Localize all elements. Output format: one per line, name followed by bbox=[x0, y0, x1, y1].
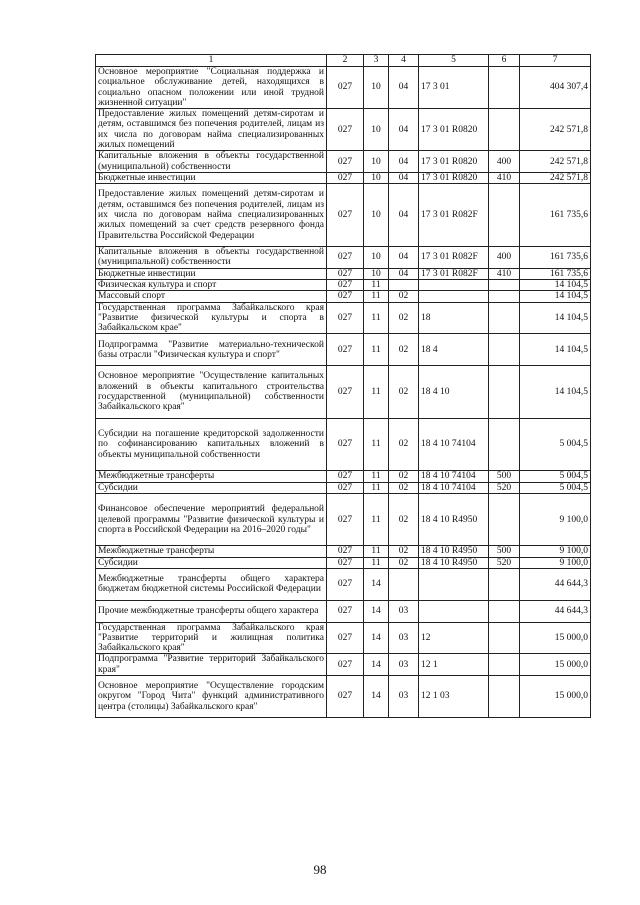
code-subsection-cell: 04 bbox=[389, 67, 419, 109]
code-subsection-cell: 03 bbox=[389, 622, 419, 654]
amount-cell: 15 000,0 bbox=[520, 675, 591, 717]
header-cell: 6 bbox=[489, 55, 520, 67]
code-expense-type-cell bbox=[489, 279, 520, 290]
item-name-cell: Межбюджетные трансферты bbox=[96, 546, 327, 557]
code-admin-cell: 027 bbox=[327, 67, 364, 109]
header-cell: 4 bbox=[389, 55, 419, 67]
code-section-cell: 10 bbox=[364, 172, 389, 183]
table-row bbox=[96, 109, 591, 151]
code-section-cell: 10 bbox=[364, 67, 389, 109]
code-admin-cell: 027 bbox=[327, 247, 364, 269]
item-name-cell: Основное мероприятие "Осуществление капитальных вложений в объекты капитального строительства государственной (муниципальной) собственности Забайкальского края" bbox=[96, 366, 327, 419]
amount-cell: 15 000,0 bbox=[520, 622, 591, 654]
code-expense-type-cell bbox=[489, 67, 520, 109]
code-expense-type-cell bbox=[489, 622, 520, 654]
code-target-cell bbox=[419, 279, 489, 290]
code-section-cell: 14 bbox=[364, 675, 389, 717]
code-admin-cell: 027 bbox=[327, 279, 364, 290]
code-target-cell: 18 4 10 74104 bbox=[419, 482, 489, 493]
code-subsection-cell: 02 bbox=[389, 482, 419, 493]
item-name-cell: Предоставление жилых помещений детям-сиротам и детям, оставшимся без попечения родителей, лицам из их числа по договорам найма специализированных жилых помещений bbox=[96, 109, 327, 151]
item-name-cell: Физическая культура и спорт bbox=[96, 279, 327, 290]
code-target-cell: 18 4 10 R4950 bbox=[419, 557, 489, 568]
code-admin-cell: 027 bbox=[327, 557, 364, 568]
code-admin-cell: 027 bbox=[327, 109, 364, 151]
code-expense-type-cell bbox=[489, 334, 520, 366]
code-section-cell: 14 bbox=[364, 600, 389, 622]
code-subsection-cell: 02 bbox=[389, 366, 419, 419]
code-admin-cell: 027 bbox=[327, 600, 364, 622]
amount-cell: 161 735,6 bbox=[520, 184, 591, 247]
code-target-cell: 18 4 10 74104 bbox=[419, 471, 489, 482]
table-row bbox=[96, 557, 591, 568]
code-section-cell: 11 bbox=[364, 302, 389, 334]
code-admin-cell: 027 bbox=[327, 493, 364, 546]
item-name-cell: Основное мероприятие "Осуществление городским округом "Город Чита" функций административного центра (столицы) Забайкальского края" bbox=[96, 675, 327, 717]
code-expense-type-cell: 520 bbox=[489, 557, 520, 568]
code-section-cell: 11 bbox=[364, 279, 389, 290]
table-row bbox=[96, 622, 591, 654]
code-target-cell: 18 4 10 74104 bbox=[419, 418, 489, 471]
code-admin-cell: 027 bbox=[327, 172, 364, 183]
code-section-cell: 11 bbox=[364, 291, 389, 302]
table-row bbox=[96, 268, 591, 279]
table-body bbox=[96, 67, 591, 718]
code-target-cell: 12 bbox=[419, 622, 489, 654]
code-target-cell: 12 1 03 bbox=[419, 675, 489, 717]
item-name-cell: Государственная программа Забайкальского края "Развитие физической культуры и спорта в Забайкальском крае" bbox=[96, 302, 327, 334]
code-subsection-cell: 02 bbox=[389, 546, 419, 557]
code-section-cell: 11 bbox=[364, 334, 389, 366]
code-subsection-cell bbox=[389, 279, 419, 290]
table-row bbox=[96, 546, 591, 557]
code-admin-cell: 027 bbox=[327, 418, 364, 471]
code-subsection-cell: 02 bbox=[389, 334, 419, 366]
code-section-cell: 14 bbox=[364, 622, 389, 654]
table-row bbox=[96, 172, 591, 183]
header-cell: 1 bbox=[96, 55, 327, 67]
table-row bbox=[96, 67, 591, 109]
code-expense-type-cell: 500 bbox=[489, 546, 520, 557]
amount-cell: 5 004,5 bbox=[520, 482, 591, 493]
code-expense-type-cell: 410 bbox=[489, 172, 520, 183]
header-cell: 2 bbox=[327, 55, 364, 67]
code-admin-cell: 027 bbox=[327, 482, 364, 493]
code-subsection-cell: 03 bbox=[389, 675, 419, 717]
code-section-cell: 11 bbox=[364, 482, 389, 493]
header-cell: 5 bbox=[419, 55, 489, 67]
code-expense-type-cell bbox=[489, 675, 520, 717]
code-section-cell: 11 bbox=[364, 471, 389, 482]
item-name-cell: Субсидии bbox=[96, 482, 327, 493]
code-subsection-cell: 02 bbox=[389, 557, 419, 568]
code-target-cell: 17 3 01 R0820 bbox=[419, 172, 489, 183]
code-admin-cell: 027 bbox=[327, 471, 364, 482]
code-section-cell: 11 bbox=[364, 418, 389, 471]
table-row bbox=[96, 493, 591, 546]
code-target-cell bbox=[419, 569, 489, 601]
table-row bbox=[96, 279, 591, 290]
table-row bbox=[96, 471, 591, 482]
code-subsection-cell: 02 bbox=[389, 418, 419, 471]
table-row bbox=[96, 482, 591, 493]
code-admin-cell: 027 bbox=[327, 334, 364, 366]
code-admin-cell: 027 bbox=[327, 184, 364, 247]
budget-table bbox=[95, 54, 591, 718]
code-target-cell: 17 3 01 R082F bbox=[419, 184, 489, 247]
code-expense-type-cell bbox=[489, 302, 520, 334]
amount-cell: 161 735,6 bbox=[520, 247, 591, 269]
code-subsection-cell: 04 bbox=[389, 247, 419, 269]
code-subsection-cell: 02 bbox=[389, 493, 419, 546]
code-section-cell: 11 bbox=[364, 366, 389, 419]
code-admin-cell: 027 bbox=[327, 302, 364, 334]
amount-cell: 14 104,5 bbox=[520, 291, 591, 302]
code-subsection-cell bbox=[389, 569, 419, 601]
header-cell: 3 bbox=[364, 55, 389, 67]
code-target-cell: 18 4 10 R4950 bbox=[419, 546, 489, 557]
item-name-cell: Основное мероприятие "Социальная поддержка и социальное обслуживание детей, находящихся в социально опасном положении или иной трудной жизненной ситуации" bbox=[96, 67, 327, 109]
code-subsection-cell: 02 bbox=[389, 471, 419, 482]
code-expense-type-cell bbox=[489, 493, 520, 546]
code-admin-cell: 027 bbox=[327, 654, 364, 676]
amount-cell: 14 104,5 bbox=[520, 279, 591, 290]
item-name-cell: Массовый спорт bbox=[96, 291, 327, 302]
table-row bbox=[96, 600, 591, 622]
code-subsection-cell: 04 bbox=[389, 172, 419, 183]
code-expense-type-cell bbox=[489, 569, 520, 601]
code-subsection-cell: 04 bbox=[389, 109, 419, 151]
table-row bbox=[96, 291, 591, 302]
code-target-cell: 17 3 01 R082F bbox=[419, 247, 489, 269]
code-section-cell: 10 bbox=[364, 184, 389, 247]
code-admin-cell: 027 bbox=[327, 569, 364, 601]
code-admin-cell: 027 bbox=[327, 546, 364, 557]
item-name-cell: Финансовое обеспечение мероприятий федеральной целевой программы "Развитие физической культуры и спорта в Российской Федерации на 2016–2020 годы" bbox=[96, 493, 327, 546]
amount-cell: 44 644,3 bbox=[520, 600, 591, 622]
code-expense-type-cell: 400 bbox=[489, 247, 520, 269]
code-admin-cell: 027 bbox=[327, 151, 364, 173]
code-expense-type-cell bbox=[489, 184, 520, 247]
code-subsection-cell: 02 bbox=[389, 291, 419, 302]
code-admin-cell: 027 bbox=[327, 366, 364, 419]
amount-cell: 404 307,4 bbox=[520, 67, 591, 109]
table-row bbox=[96, 654, 591, 676]
code-admin-cell: 027 bbox=[327, 291, 364, 302]
code-expense-type-cell: 410 bbox=[489, 268, 520, 279]
code-section-cell: 10 bbox=[364, 247, 389, 269]
code-subsection-cell: 04 bbox=[389, 268, 419, 279]
code-section-cell: 14 bbox=[364, 654, 389, 676]
item-name-cell: Подпрограмма "Развитие территорий Забайкальского края" bbox=[96, 654, 327, 676]
code-subsection-cell: 04 bbox=[389, 151, 419, 173]
code-subsection-cell: 02 bbox=[389, 302, 419, 334]
item-name-cell: Межбюджетные трансферты общего характера бюджетам бюджетной системы Российской Федерации bbox=[96, 569, 327, 601]
header-cell: 7 bbox=[520, 55, 591, 67]
item-name-cell: Государственная программа Забайкальского края "Развитие территорий и жилищная политика Забайкальского края" bbox=[96, 622, 327, 654]
code-section-cell: 14 bbox=[364, 569, 389, 601]
code-admin-cell: 027 bbox=[327, 622, 364, 654]
code-section-cell: 10 bbox=[364, 268, 389, 279]
code-target-cell: 18 4 10 R4950 bbox=[419, 493, 489, 546]
amount-cell: 9 100,0 bbox=[520, 557, 591, 568]
table-row bbox=[96, 366, 591, 419]
table-row bbox=[96, 675, 591, 717]
item-name-cell: Бюджетные инвестиции bbox=[96, 172, 327, 183]
amount-cell: 44 644,3 bbox=[520, 569, 591, 601]
code-section-cell: 10 bbox=[364, 109, 389, 151]
code-target-cell: 12 1 bbox=[419, 654, 489, 676]
code-target-cell: 17 3 01 R0820 bbox=[419, 109, 489, 151]
amount-cell: 161 735,6 bbox=[520, 268, 591, 279]
amount-cell: 242 571,8 bbox=[520, 109, 591, 151]
code-target-cell bbox=[419, 291, 489, 302]
code-target-cell: 18 4 bbox=[419, 334, 489, 366]
code-expense-type-cell bbox=[489, 109, 520, 151]
item-name-cell: Подпрограмма "Развитие материально-технической базы отрасли "Физическая культура и спорт" bbox=[96, 334, 327, 366]
code-expense-type-cell: 500 bbox=[489, 471, 520, 482]
code-expense-type-cell bbox=[489, 291, 520, 302]
table-header-row bbox=[96, 55, 591, 67]
code-expense-type-cell bbox=[489, 366, 520, 419]
code-expense-type-cell: 520 bbox=[489, 482, 520, 493]
code-target-cell bbox=[419, 600, 489, 622]
amount-cell: 14 104,5 bbox=[520, 334, 591, 366]
code-subsection-cell: 03 bbox=[389, 600, 419, 622]
amount-cell: 14 104,5 bbox=[520, 302, 591, 334]
amount-cell: 9 100,0 bbox=[520, 493, 591, 546]
code-target-cell: 18 4 10 bbox=[419, 366, 489, 419]
table-row bbox=[96, 151, 591, 173]
amount-cell: 5 004,5 bbox=[520, 418, 591, 471]
amount-cell: 9 100,0 bbox=[520, 546, 591, 557]
amount-cell: 242 571,8 bbox=[520, 151, 591, 173]
amount-cell: 5 004,5 bbox=[520, 471, 591, 482]
code-target-cell: 17 3 01 R0820 bbox=[419, 151, 489, 173]
amount-cell: 14 104,5 bbox=[520, 366, 591, 419]
table-row bbox=[96, 184, 591, 247]
item-name-cell: Субсидии на погашение кредиторской задолженности по софинансированию капитальных вложений в объекты муниципальной собственности bbox=[96, 418, 327, 471]
table-row bbox=[96, 247, 591, 269]
code-admin-cell: 027 bbox=[327, 675, 364, 717]
item-name-cell: Бюджетные инвестиции bbox=[96, 268, 327, 279]
code-section-cell: 11 bbox=[364, 557, 389, 568]
code-expense-type-cell: 400 bbox=[489, 151, 520, 173]
item-name-cell: Субсидии bbox=[96, 557, 327, 568]
item-name-cell: Капитальные вложения в объекты государственной (муниципальной) собственности bbox=[96, 151, 327, 173]
code-subsection-cell: 03 bbox=[389, 654, 419, 676]
amount-cell: 242 571,8 bbox=[520, 172, 591, 183]
item-name-cell: Предоставление жилых помещений детям-сиротам и детям, оставшимся без попечения родителей, лицам из их числа по договорам найма специализированных жилых помещений за счет средств резервного фонда Правительства Российской Федерации bbox=[96, 184, 327, 247]
page-number: 98 bbox=[313, 862, 327, 877]
item-name-cell: Прочие межбюджетные трансферты общего характера bbox=[96, 600, 327, 622]
item-name-cell: Капитальные вложения в объекты государственной (муниципальной) собственности bbox=[96, 247, 327, 269]
table-row bbox=[96, 569, 591, 601]
code-section-cell: 11 bbox=[364, 546, 389, 557]
code-section-cell: 10 bbox=[364, 151, 389, 173]
item-name-cell: Межбюджетные трансферты bbox=[96, 471, 327, 482]
amount-cell: 15 000,0 bbox=[520, 654, 591, 676]
code-target-cell: 18 bbox=[419, 302, 489, 334]
table-row bbox=[96, 302, 591, 334]
code-target-cell: 17 3 01 bbox=[419, 67, 489, 109]
table-row bbox=[96, 418, 591, 471]
table-row bbox=[96, 334, 591, 366]
code-expense-type-cell bbox=[489, 418, 520, 471]
code-expense-type-cell bbox=[489, 600, 520, 622]
code-expense-type-cell bbox=[489, 654, 520, 676]
code-target-cell: 17 3 01 R082F bbox=[419, 268, 489, 279]
code-section-cell: 11 bbox=[364, 493, 389, 546]
code-subsection-cell: 04 bbox=[389, 184, 419, 247]
code-admin-cell: 027 bbox=[327, 268, 364, 279]
